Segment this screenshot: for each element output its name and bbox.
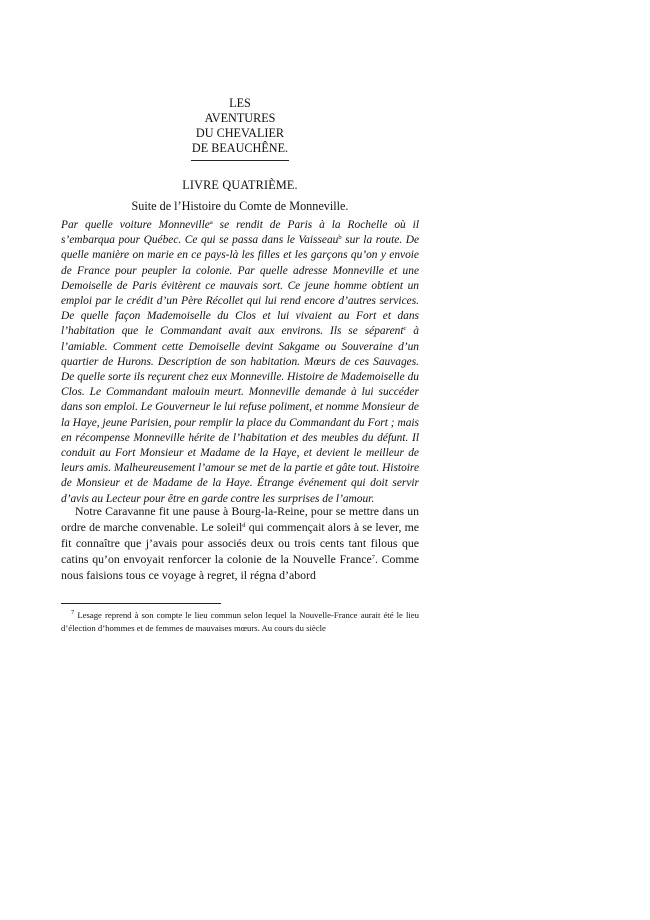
footnote-number: 7: [71, 609, 75, 616]
footnote-text: Lesage reprend à son compte le lieu commun selon lequel la Nouvelle-France aurait été le lieu d’élection d’hommes et de femmes de mauvaises mœurs. Au cours du siècle: [61, 610, 419, 634]
title-line-2: AVENTURES: [204, 111, 276, 125]
summary-text-2: se rendit de Paris à la Rochelle où il s’embarqua pour Québec. Ce qui se passa dans le Vaisseau: [61, 219, 419, 247]
chapter-subtitle: Suite de l’Histoire du Comte de Monneville.: [131, 199, 349, 213]
body-text-2: qui commençait alors à se lever, me fit connaître que j’avais pour associés deux ou trois cents tant filous que catins qu’on envoyait renforcer la colonie de la Nouvelle France: [61, 520, 419, 567]
main-text: [61, 503, 419, 583]
note-marker-b: b: [338, 234, 342, 242]
note-marker-a: a: [209, 219, 213, 226]
summary-text-4: à l’amiable. Comment cette Demoiselle devint Sakgame ou Souveraine d’un quartier de Hurons. Description de son habitation. Mœurs de ces Sauvages. De quelle sorte ils reçurent chez eux Monneville. Histoire de Mademoiselle du Clos. Le Commandant malouin meurt. Monneville demande à lui succéder dans son emploi. Le Gouverneur le lui refuse poliment, et nomme Monsieur de la Haye, jeune Parisien, pour remplir la place du Commandant du Fort ; mais en récompense Monneville hérite de l’habitation et des meubles du défunt. Il conduit au Fort Monsieur et Madame de la Haye, et devient le meilleur de leurs amis. Malheureusement l’amour se met de la partie et gâte tout. Histoire de Monsieur et de Madame de la Haye. Étrange événement qui doit servir d’avis au Lecteur pour être en garde contre les surprises de l’amour.: [61, 325, 420, 505]
chapter-heading: LIVRE QUATRIÈME.: [182, 178, 298, 192]
note-marker-d: d: [242, 522, 246, 530]
summary-text-3: sur la route. De quelle manière on marie en ce pays-là les filles et les garçons qu’on y envoie de France pour peupler la colonie. Par quelle adresse Monneville et une Demoiselle de Paris évitèrent ce mauvais sort. Ce jeune homme obtient un emploi par le crédit d’un Père Récollet qui lui rend encore d’autres services. De quelle façon Mademoiselle du Clos et lui vivaient au Fort et dans l’habitation que le Commandant avait aux environs. Ils se séparent: [61, 234, 420, 338]
body-text-3: . Comme nous faisions tous ce voyage à regret, il régna d’abord: [61, 552, 419, 583]
title-line-3: DU CHEVALIER: [195, 126, 285, 140]
body-paragraph: [61, 503, 419, 583]
footnote-divider: [61, 603, 221, 604]
chapter-summary: [61, 218, 419, 507]
book-title: [60, 96, 420, 156]
note-marker-c: c: [403, 325, 407, 333]
footnote-paragraph: [61, 609, 419, 635]
summary-text-1: Par quelle voiture Monneville: [61, 219, 210, 231]
footnote-ref-7[interactable]: 7: [371, 554, 375, 562]
body-text-1: Notre Caravanne fit une pause à Bourg-la-Reine, pour se mettre dans un ordre de marche convenable. Le soleil: [61, 504, 419, 535]
footnote: [61, 609, 419, 635]
title-divider: [191, 160, 289, 161]
summary-paragraph: [61, 218, 419, 507]
title-line-4: DE BEAUCHÊNE.: [191, 141, 289, 155]
title-line-1: LES: [229, 96, 251, 110]
